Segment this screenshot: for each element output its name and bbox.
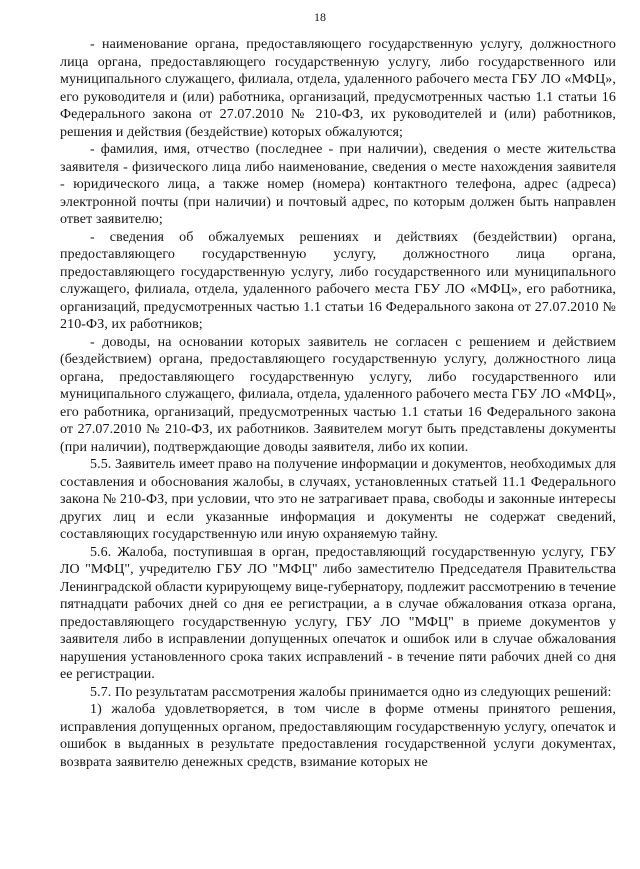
paragraph-appealed-decisions: - сведения об обжалуемых решениях и действиях (бездействии) органа, предоставляющего государственную услугу, должностного лица органа, предоставляющего государственную услугу, либо государственного или муниципального служащего, филиала, отдела, удаленного рабочего места ГБУ ЛО «МФЦ», его работника, организаций, предусмотренных частью 1.1 статьи 16 Федерального закона от 27.07.2010 № 210-ФЗ, их работников; bbox=[60, 229, 616, 332]
paragraph-5-6: 5.6. Жалоба, поступившая в орган, предоставляющий государственную услугу, ГБУ ЛО "МФЦ", учредителю ГБУ ЛО "МФЦ" либо заместителю Председателя Правительства Ленинградской области курирующему вице-губернатору, подлежит рассмотрению в течение пятнадцати рабочих дней со дня ее регистрации, а в случае обжалования отказа органа, предоставляющего государственную услугу, ГБУ ЛО "МФЦ" в приеме документов у заявителя либо в исправлении допущенных опечаток и ошибок или в случае обжалования нарушения установленного срока таких исправлений - в течение пяти рабочих дней со дня ее регистрации. bbox=[60, 544, 617, 682]
document-body bbox=[60, 36, 616, 771]
paragraph-arguments: - доводы, на основании которых заявитель не согласен с решением и действием (бездействием) органа, предоставляющего государственную услугу, должностного лица органа, предоставляющего государственную услугу, либо государственного или муниципального служащего, филиала, отдела, удаленного рабочего места ГБУ ЛО «МФЦ», его работника, организаций, предусмотренных частью 1.1 статьи 16 Федерального закона от 27.07.2010 № 210-ФЗ, их работников. Заявителем могут быть представлены документы (при наличии), подтверждающие доводы заявителя, либо их копии. bbox=[60, 334, 616, 455]
paragraph-complaint-subject: - наименование органа, предоставляющего государственную услугу, должностного лица органа, предоставляющего государственную услугу, либо государственного или муниципального служащего, филиала, отдела, удаленного рабочего места ГБУ ЛО «МФЦ», его руководителя и (или) работника, организаций, предусмотренных частью 1.1 статьи 16 Федерального закона от 27.07.2010 № 210-ФЗ, их руководителей и (или) работников, решения и действия (бездействие) которых обжалуются; bbox=[60, 37, 616, 140]
paragraph-applicant-details: - фамилия, имя, отчество (последнее - при наличии), сведения о месте жительства заявителя - физического лица либо наименование, сведения о месте нахождения заявителя - юридического лица, а также номер (номера) контактного телефона, адрес (адреса) электронной почты (при наличии) и почтовый адрес, по которым должен быть направлен ответ заявителю; bbox=[60, 142, 616, 227]
paragraph-5-7: 5.7. По результатам рассмотрения жалобы принимается одно из следующих решений: bbox=[90, 684, 612, 700]
paragraph-5-5: 5.5. Заявитель имеет право на получение информации и документов, необходимых для составления и обоснования жалобы, в случаях, установленных статьей 11.1 Федерального закона № 210-ФЗ, при условии, что это не затрагивает права, свободы и законные интересы других лиц и если указанные информация и документы не содержат сведений, составляющих государственную или иную охраняемую тайну. bbox=[60, 457, 616, 542]
paragraph-decision-1: 1) жалоба удовлетворяется, в том числе в форме отмены принятого решения, исправления допущенных органом, предоставляющим государственную услугу, опечаток и ошибок в выданных в результате предоставления государственной услуги документах, возврата заявителю денежных средств, взимание которых не bbox=[60, 702, 616, 770]
page-number: 18 bbox=[314, 10, 326, 24]
